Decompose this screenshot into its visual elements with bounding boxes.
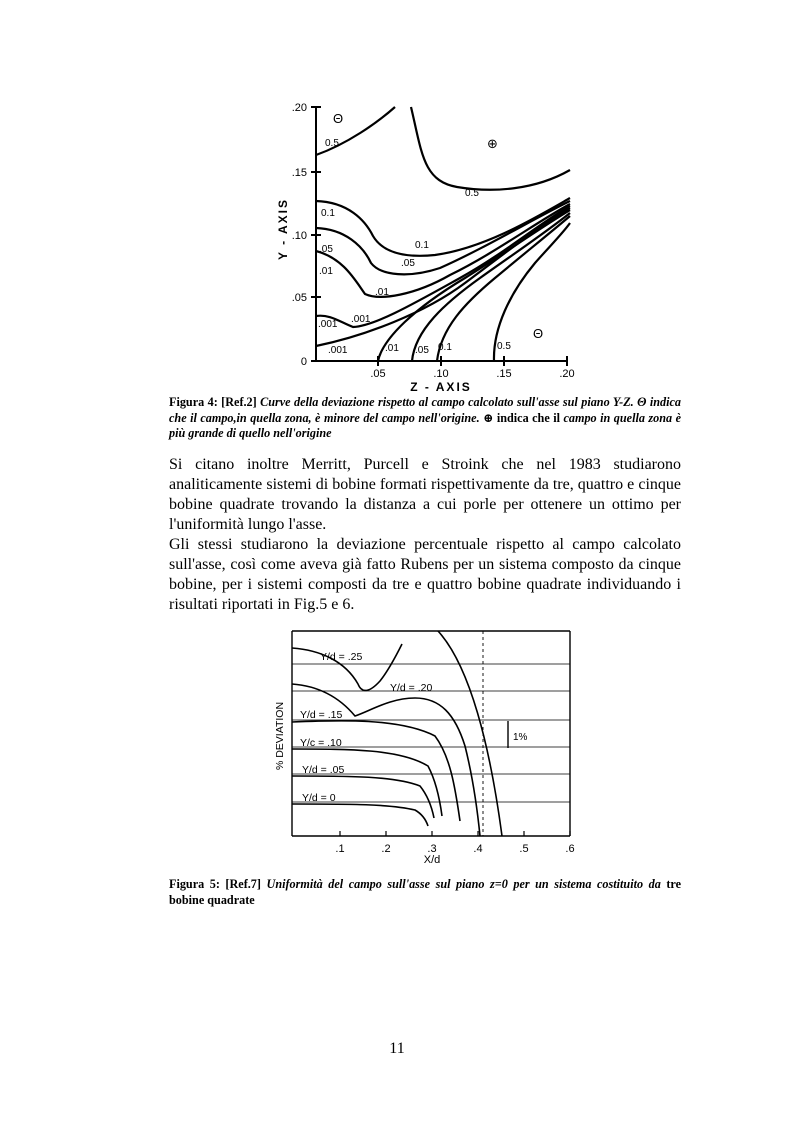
fig5-xtick-5: .5 <box>519 843 529 855</box>
fig5-label-0: Y/d = 0 <box>302 792 336 804</box>
figure-4-chart <box>265 98 585 394</box>
fig5-label-005: Y/d = .05 <box>302 764 345 776</box>
figure-5-caption-label: Figura 5: [Ref.7] <box>169 877 261 891</box>
fig5-label-010: Y/c = .10 <box>300 737 342 749</box>
fig4-label-0.1-left: 0.1 <box>321 208 335 219</box>
fig4-label-0.5-bottom: 0.5 <box>497 341 511 352</box>
paragraph-1: Si citano inoltre Merritt, Purcell e Stroink che nel 1983 studiarono analiticamente sistemi di bobine formati rispettivamente da tre, quattro e cinque bobine quadrate trovando la distanza a cui porle per ottenere un ottimo per l'uniformità lungo l'asse. <box>169 456 681 533</box>
fig4-label-0.05-left: .05 <box>319 244 333 255</box>
fig4-label-0.05-mid: .05 <box>401 258 415 269</box>
fig4-curve-0.01-upper <box>316 204 570 297</box>
figure-5-caption-tail: tre bobine quadrate <box>169 877 682 907</box>
page-number: 11 <box>389 1040 405 1057</box>
fig4-label-0.01-mid: .01 <box>375 287 389 298</box>
fig4-label-0.05-bottom: .05 <box>415 345 429 356</box>
fig4-label-0.001-bottom: .001 <box>328 345 348 356</box>
fig4-ytick-4: .20 <box>291 102 307 114</box>
fig5-xtick-2: .2 <box>381 843 391 855</box>
figure-4-caption-text-1: Curve della deviazione rispetto al campo calcolato sull'asse sul piano Y-Z. <box>260 395 634 409</box>
fig4-label-0.01-bottom: .01 <box>385 343 399 354</box>
fig5-xtick-6: .6 <box>565 843 575 855</box>
fig4-ytick-3: .15 <box>291 167 307 179</box>
fig5-label-025: Y/d = .25 <box>320 651 363 663</box>
fig5-curve-010 <box>292 749 442 816</box>
fig5-y-axis-label: % DEVIATION <box>274 701 286 771</box>
figure-5-caption-text: Uniformità del campo sull'asse sul piano z=0 per un sistema costituito da <box>266 877 661 891</box>
fig4-label-0.001-mid: .001 <box>351 314 371 325</box>
fig5-x-axis-label: X/d <box>423 854 441 866</box>
fig4-minus-symbol-bottom: Θ <box>533 326 544 341</box>
fig4-xtick-4: .20 <box>559 368 575 380</box>
fig5-xtick-1: .1 <box>335 843 345 855</box>
paragraph-2: Gli stessi studiarono la deviazione percentuale rispetto al campo calcolato sull'asse, così come aveva già fatto Rubens per un sistema composto da cinque bobine, per i sistemi composti da tre e quattro bobine quadrate individuando i risultati riportati in Fig.5 e 6. <box>169 536 681 613</box>
figure-4-caption-label: Figura 4: [Ref.2] <box>169 395 257 409</box>
fig4-label-0.5-top: 0.5 <box>325 138 339 149</box>
fig4-label-0.001-left: .001 <box>318 319 338 330</box>
fig4-ytick-0: 0 <box>300 356 307 368</box>
fig4-label-0.1-bottom: 0.1 <box>438 342 452 353</box>
fig4-label-0.1-mid: 0.1 <box>415 240 429 251</box>
figure-5-chart <box>270 626 580 866</box>
fig5-curve-020 <box>292 684 480 836</box>
fig5-steep-curve <box>438 631 502 836</box>
fig5-curve-0 <box>292 804 428 826</box>
fig4-minus-symbol-top: Θ <box>333 111 344 126</box>
fig4-ytick-1: .05 <box>291 292 307 304</box>
fig4-xtick-3: .15 <box>496 368 512 380</box>
fig4-x-axis-label: Z - AXIS <box>410 380 472 394</box>
figure-4-caption-text-2: Θ indica che il campo,in quella zona, è minore del campo nell'origine. <box>169 395 681 425</box>
fig4-plus-symbol: ⊕ <box>487 136 498 151</box>
fig5-label-020: Y/d = .20 <box>390 682 433 694</box>
figure-5-caption <box>169 877 681 908</box>
fig4-ytick-2: .10 <box>291 230 307 242</box>
fig4-label-0.5-right: 0.5 <box>465 188 479 199</box>
fig5-label-015: Y/d = .15 <box>300 709 343 721</box>
figure-4-caption-plus: ⊕ <box>483 410 494 425</box>
fig5-scale-annotation: 1% <box>513 732 528 743</box>
fig5-xtick-4: .4 <box>473 843 483 855</box>
figure-4-caption-text-3: campo in quella zona è più grande di quello nell'origine <box>169 410 682 440</box>
figure-4-caption <box>169 395 681 442</box>
fig4-xtick-1: .05 <box>370 368 386 380</box>
fig4-y-axis-label: Y - AXIS <box>276 197 290 261</box>
fig5-xtick-3: .3 <box>427 843 437 855</box>
fig4-xtick-2: .10 <box>433 368 449 380</box>
figure-4-caption-mid: indica che il <box>496 410 560 425</box>
fig4-label-0.01-left: .01 <box>319 266 333 277</box>
